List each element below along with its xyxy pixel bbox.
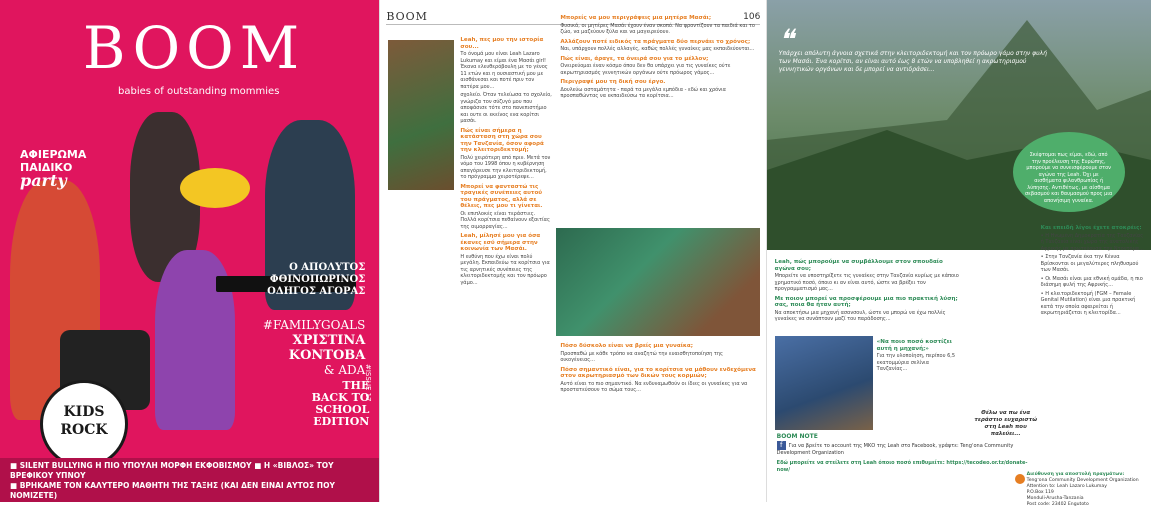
photo-machine [775, 336, 873, 430]
article-column-1: Leah, πες μου την ιστορία σου... Το όνομά μου είναι Leah Lazaro Lukumay και είμαι ένα Μασάι girl! Έκανα ελευθερόβουλη με το γένος 11 ετών και η ουσιαστική μου με αισθάνεσαι και ποτέ πριν τον πατέρα μου... σχολείο. Όταν τελείωσα το σχολείο, γνώριζα τον σύζυγό μου που αποφάσισε τότε στο πανεπιστήμιο και ουτε οι εκείνος ενα κορίτσι μασάι. Πώς είναι σήμερα η κατάσταση στη χώρα σου την Τανζανία, όσον αφορά την κλειτοριδεκτομή; Πολύ χειρότερη από πριν. Μετά τον νόμο του 1998 όπου η κυβέρνηση απαγόρευσε την κλειτοριδεκτομή, το πρόγραμμα χειροτέρεψε... Μπορεί να φανταστώ τις τραγικές συνέπειες αυτού του πράγματος, αλλά σε θέλεις, πες μου τι γίνεται. Οι επιπλοκές είναι τεράστιες. Πολλά κορίτσια πεθαίνουν εξαιτίας της αιμορραγίας... Leah, μίλησέ μου για όσα έκανες εσύ σήμερα στην κοινωνία των Μασάι. Η ευθύνη που έχω είναι πολύ μεγάλη. Εκπαιδεύω τα κορίτσια για τις αρνητικές συνέπειες της κλειτοριδεκτομής και τον πρόωρο γάμο... [460, 37, 552, 286]
family-goals-callout: #FAMILYGOALS ΧΡΙΣΤΙΝΑ ΚΟΝΤΟΒΑ & ADA [262, 318, 366, 377]
article-column-2 [388, 196, 552, 496]
cover-page [0, 0, 379, 530]
kids-rock-badge: KIDS ROCK [40, 380, 128, 468]
guitar [180, 168, 250, 208]
pull-quote: ❝ Υπάρχει απόλυτη άγνοια σχετικά στην κλειτοριδεκτομή και τον πρόωρο γάμο στην φυλή των Μασάι. Ένα κορίτσι, αν είναι αυτό έως 8 ετών να υποβληθεί η ακρωτηρισμού γεννητικών οργάνων και δε μπορεί να αντιδράσει... [779, 30, 1059, 74]
boom-note: BOOM NOTE f Για να βρείτε το account της ΜΚΟ της Leah στο Facebook, γράψτε: Tengʼona Community Development Organization Εδώ μπορείτε να στείλετε στη Leah όποιο ποσό επιθυμείτε: https://tecodeo.or.tz/donate-now/ [776, 433, 1028, 473]
photo-caption: Θέλω να πω ένα τεράστιο ευχαριστώ στη Leah που παλεύει... [974, 410, 1038, 437]
green-callout-bubble: Σκέφτομαι πως είμαι, εδώ, από την προέλευση της Ευρώπης, μπορούμε να συνεισφέρουμε στον αγώνα της Leah. Όχι με αισθήματα φιλανθρωπίας ή λύπησης. Αντιθέτως, με αίσθημα σεβασμού και θαυμασμού προς μια απονήσιμη γυναίκα. [1013, 132, 1125, 212]
article-column-4: Πόσο δύσκολο είναι να βρείς μια γυναίκα; Προσπαθώ με κάθε τρόπο να αναζητώ την ευαισθητοποίηση της οικογένειας... Πόσο σημαντικό είναι, για το κορίτσια να μάθουν ενδεχόμενα στον ακρωτηριασμό των δικών τους κορμιών; Αυτό είναι το πιο σημαντικό. Να ενδυναμωθούν οι ίδιες οι γυναίκες για να προστατεύσουν το σώμα τους... [560, 343, 756, 393]
contact-address: Διεύθυνση για αποστολή πραγμάτων: Tengʼona Community Development Organization Attention to: Leah Lazaro Lukumay P.O.Box 119 Monduli-Arusha-Tanzania Post code: 23402 Engutoto [1026, 472, 1139, 507]
cover-tagline: babies of outstanding mommies [118, 86, 280, 97]
page-number: 106 [743, 12, 761, 22]
right-article-column-2: «Να ποιο ποσό κοστίζει αυτή η μηχανή;» Για την υλοποίηση, περίπου 6,5 εκατομμύρια σελίνια Τανζανίας... [876, 339, 956, 372]
right-article-column-1: Leah, πώς μπορούμε να συμβάλλουμε στον σπουδαίο αγώνα σου; Μπορείτε να υποστηρίξετε τις γυναίκες στην Τανζανία κυρίως με κάποιο χρηματικό ποσό, όποιο κι αν είναι αυτό, ώστε να βρέξει τον προγραμματισμό μας... Με ποιον μπορεί να προσφέρουμε μια πιο πρακτική λύση; σας, ποια θα ήταν αυτή; Να αποκτήσω μια μηχανή ασανσουλ, ώστε να μπορώ να έχω πολλές γυναίκες να συνάπτουν μαζί του παράδοσης... [774, 259, 959, 322]
photo-women-crafting [556, 228, 760, 336]
donate-link[interactable]: Εδώ μπορείτε να στείλετε στη Leah όποιο ποσό επιθυμείτε: https://tecodeo.or.tz/donate-now/ [776, 460, 1028, 473]
edition-callout: THE BACK TO SCHOOL EDITION [311, 379, 370, 428]
guide-callout: Ο ΑΠΟΛΥΤΟΣ ΦΘΙΝΟΠΩΡΙΝΟΣ ΟΔΗΓΟΣ ΑΓΟΡΑΣ [267, 262, 366, 297]
facebook-icon: f [777, 441, 786, 450]
feature-callout: ΑΦΙΕΡΩΜΑ ΠΑΙΔΙΚΟ party [20, 148, 87, 190]
page-header: BOOM 106 [386, 10, 761, 23]
article-page-left [379, 0, 765, 502]
cover-bottom-headlines: ■ SILENT BULLYING Η ΠΙΟ ΥΠΟΥΛΗ ΜΟΡΦΗ ΕΚΦΟΒΙΣΜΟΥ ■ Η «ΒΙΒΛΟΣ» ΤΟΥ ΒΡΕΦΙΚΟΥ ΥΠΝΟΥ ■ ΒΡΗΚΑΜΕ ΤΟΝ ΚΑΛΥΤΕΡΟ ΜΑΘΗΤΗ ΤΗΣ ΤΑΞΗΣ (ΚΑΙ ΔΕΝ ΕΙΝΑΙ ΑΥΤΟΣ ΠΟΥ ΝΟΜΙΖΕΤΕ) ■ ΤΑΞΙΔΕΥΟΥΜΕ ΣΕ 4 ΚΑΣΤΡΑ ΤΗΣ ΕΥΡΩΠΗΣ ■ 100 ΠΡΩΤΟΤΥΠΑ ΟΝΟΜΑΤΑ ΓΙΑ ΤΟ ΜΩΡΟ ΣΑΣ ■ BOOM ASTROLOGY: ΓΙΑΤΙ ΤΑ ΠΑΝΕ ΜΕ ΤΟ ΣΧΟΛΕΙΟ ΤΑ ΜΙΚΡΑ ΣΑΣ ΑΣΤΕΡΙΑ; [0, 458, 380, 502]
photo-village [388, 40, 454, 190]
cover-logo: BOOM [82, 14, 306, 82]
organization-logo-icon [1015, 474, 1025, 484]
article-page-right [766, 0, 1150, 507]
sidebar-facts: Και επειδή λίγοι έχετε ατοκρέις: • Η Ηνωμένη Δημοκρατία της Τανζανίας ή Τανζανία είναι χώρα της ανατολικής Αφρικής με πρωτεύουσα την Ντοντόμα... • Στην Τανζανία έκα την Κένυα Βρίσκονται οι μεγαλύτερες πληθυσμού των Μασάι. • Οι Μασάι είναι μια εθνική ομάδα, η πιο διάσημη φυλή της Αφρικής... • Η κλειτοριδεκτομή (FGM – Female Genital Mutilation) είναι μια πρακτική κατά την οποία αφαιρείται ή ακρωτηριάζεται η κλειτορίδα... [1040, 225, 1144, 316]
issue-number: #ISSUE 17 [364, 364, 372, 402]
article-column-3: Μπορείς να μου περιγράψεις μια μητέρα Μασάι; Φυσικά, οι μητέρες Μασάι έχουν έναν σκοπό. Να φροντίζουν τα παιδιά και το ζώο, να μαζεύουν ξύλα και να μαγειρεύουν. Αλλάζουν ποτέ ειδικός τα πράγματα δύο περνάει το χρόνος; Ναι, υπάρχουν πολλές αλλαγές, καθώς πολλές γυναίκες μας εκπαιδεύονται... Πώς είναι, άραγε, τα όνειρά σου για το μέλλον; Ονειρεύομαι έναν κόσμο όπου δεν θα υπάρχει για τις γυναίκες ούτε ακρωτηριασμός γεννητικών οργάνων ούτε πρόωρος γάμος... Περιγραψέ μου τη δική σου έργο. Δουλεύω ασταμάτητα - παρά τα μεγάλα εμπόδια - εδώ και χρόνια προσπαθώντας να εκπαιδεύσω τα κορίτσια... [560, 15, 755, 99]
quote-mark-icon: ❝ [778, 23, 794, 56]
